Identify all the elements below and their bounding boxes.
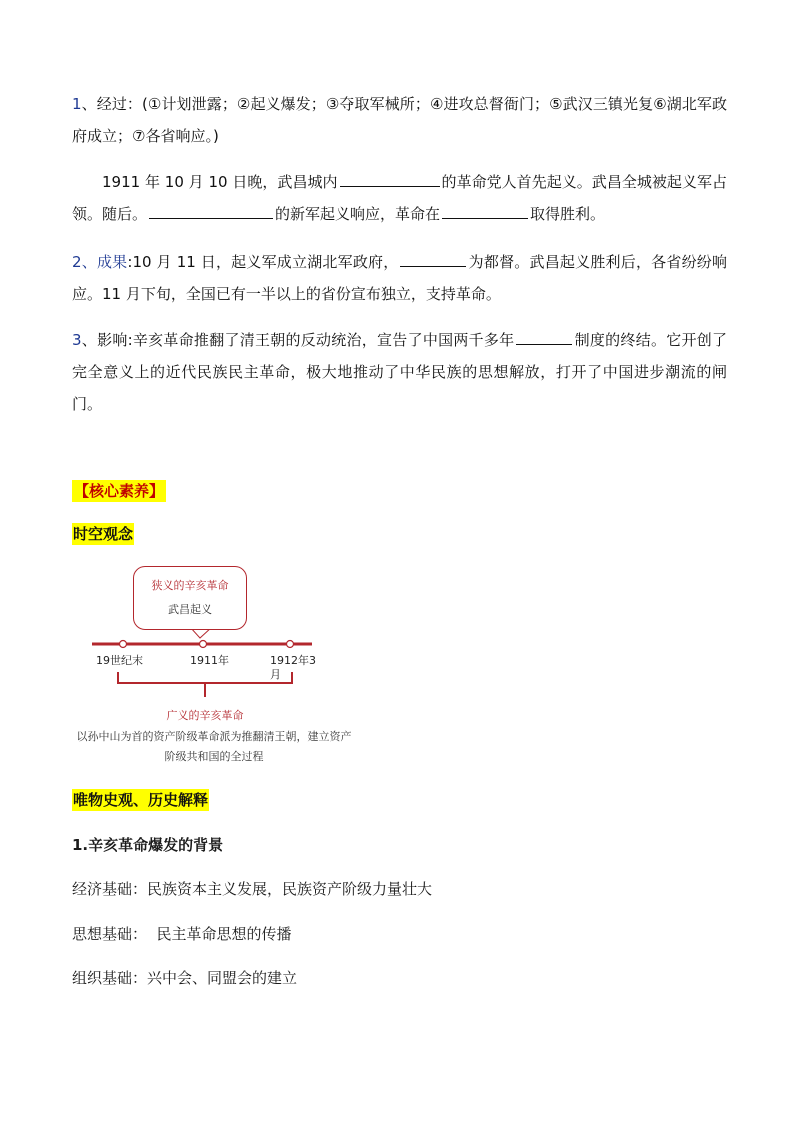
text-run: 的新军起义响应，革命在 — [275, 205, 441, 223]
basis-organizational: 组织基础：兴中会、同盟会的建立 — [72, 969, 298, 987]
subheading-background: 1.辛亥革命爆发的背景 — [72, 836, 224, 854]
section-number: 2 — [72, 253, 82, 271]
timeline-bracket — [118, 672, 292, 683]
section-number: 3 — [72, 331, 82, 349]
core-literacy-tag: 【核心素养】 — [74, 482, 165, 500]
text-run: 为都督。武昌起义胜利后，各省纷纷响应。11 月下旬，全国已有一半以上的省份宣布独立，支持革命。 — [72, 253, 727, 303]
fill-blank[interactable] — [442, 204, 528, 219]
text-run: 的革命党人首先起义。武昌全城被起义军占领。随后。 — [72, 173, 727, 223]
timeline-dot — [120, 641, 127, 648]
section-number: 1 — [72, 95, 82, 113]
text-run: :10 月 11 日，起义军成立湖北军政府， — [127, 253, 399, 271]
narrow-revolution-bubble — [133, 566, 247, 630]
broad-desc: 以孙中山为首的资产阶级革命派为推翻清王朝，建立资产阶级共和国的全过程 — [76, 730, 352, 763]
fill-blank[interactable] — [149, 204, 273, 219]
basis-economic: 经济基础：民族资本主义发展，民族资产阶级力量壮大 — [72, 880, 433, 898]
timeline-dot — [287, 641, 294, 648]
narrow-title: 狭义的辛亥革命 — [151, 579, 229, 592]
section-process — [72, 88, 727, 152]
section-result — [72, 246, 727, 310]
paragraph-wuchang — [72, 166, 727, 230]
section-impact — [72, 324, 727, 420]
tick-label: 1912年3月 — [270, 654, 316, 681]
fill-blank[interactable] — [516, 330, 572, 345]
broad-title: 广义的辛亥革命 — [166, 709, 244, 722]
timeline-dot — [200, 641, 207, 648]
fill-blank[interactable] — [340, 172, 440, 187]
fill-blank[interactable] — [400, 252, 466, 267]
text-run: 1911 年 10 月 10 日晚，武昌城内 — [102, 173, 338, 191]
section-process-text: 、经过：(①计划泄露；②起义爆发；③夺取军械所；④进攻总督衙门；⑤武汉三镇光复⑥湖北军政府成立；⑦各省响应。) — [72, 95, 727, 145]
section-label: 、成果 — [81, 253, 128, 271]
narrow-desc: 武昌起义 — [168, 603, 212, 616]
text-run: 取得胜利。 — [530, 205, 606, 223]
text-run: 制度的终结。它开创了完全意义上的近代民族民主革命，极大地推动了中华民族的思想解放，打开了中国进步潮流的闸门。 — [72, 331, 727, 413]
tick-label: 1911年 — [190, 654, 229, 667]
heading-materialism: 唯物史观、历史解释 — [73, 791, 209, 809]
text-run: 、影响:辛亥革命推翻了清王朝的反动统治，宣告了中国两千多年 — [81, 331, 515, 349]
basis-ideological: 思想基础： 民主革命思想的传播 — [72, 925, 292, 943]
tick-label: 19世纪末 — [96, 654, 143, 667]
heading-spacetime: 时空观念 — [73, 525, 134, 543]
